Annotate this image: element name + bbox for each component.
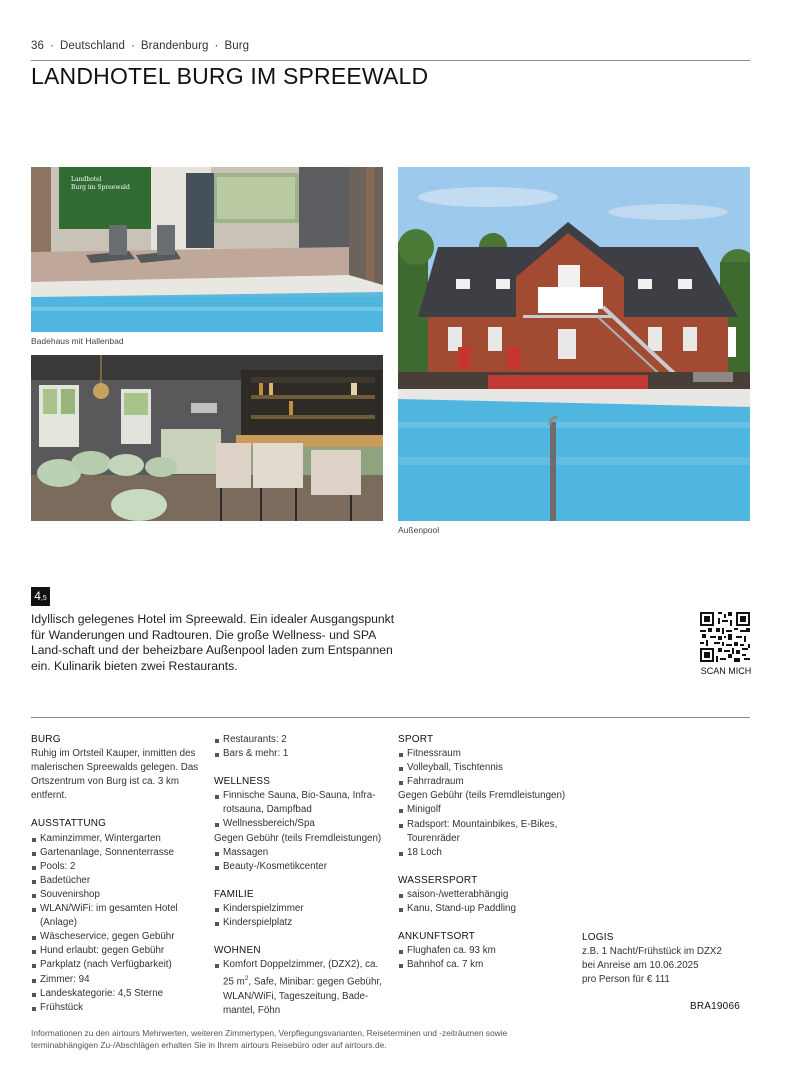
- gastro-list: [214, 733, 389, 761]
- list-item: Fahrradraum: [398, 775, 576, 789]
- wellness-fee-note: Gegen Gebühr (teils Fremdleistungen): [214, 832, 382, 844]
- list-item: Landeskategorie: 4,5 Sterne: [31, 987, 206, 1001]
- logis-line-3: pro Person für € 111: [582, 974, 670, 986]
- list-item: Restaurants: 2: [214, 733, 389, 747]
- list-item: Bahnhof ca. 7 km: [398, 958, 576, 972]
- header-divider: [31, 60, 750, 61]
- heading-wassersport: WASSERSPORT: [398, 874, 478, 886]
- family-list: [214, 902, 389, 930]
- photo-restaurant: [31, 355, 383, 521]
- sport-list: [398, 747, 576, 789]
- sign-text-1: Landhotel: [71, 176, 102, 183]
- column-2: [214, 733, 389, 1018]
- indoor-pool-illustration: [31, 167, 383, 332]
- hotel-description: Idyllisch gelegenes Hotel im Spreewald. Ein idealer Ausgangspunkt für Wanderungen und Radtouren. Die große Wellness- und SPA Land-schaft und der beheizbare Außenpool laden zum Entspannen ein. Kulinarik bieten zwei Restaurants.: [31, 612, 395, 673]
- list-item: Badetücher: [31, 874, 206, 888]
- list-item: Parkplatz (nach Verfügbarkeit): [31, 958, 206, 972]
- photo-outdoor-pool: [398, 167, 750, 521]
- column-1: [31, 733, 206, 1015]
- list-item: WLAN/WiFi: im gesamten Hotel (Anlage): [31, 902, 206, 930]
- details-divider: [31, 717, 750, 718]
- page-number: 36: [31, 40, 44, 52]
- list-item: Komfort Doppelzimmer, (DZX2), ca. 25 $m^2$, Safe, Minibar: gegen Gebühr, WLAN/WiFi, Tageszeitung, Bade-mantel, Föhn: [214, 958, 389, 1018]
- list-item: Wellnessbereich/Spa: [214, 817, 389, 831]
- sport-fee-list: [398, 803, 576, 859]
- column-3: [398, 733, 576, 972]
- list-item: Volleyball, Tischtennis: [398, 761, 576, 775]
- wellness-list: [214, 789, 389, 831]
- heading-logis: LOGIS: [582, 932, 614, 943]
- rooms-list: [214, 958, 389, 1018]
- list-item: Hund erlaubt: gegen Gebühr: [31, 944, 206, 958]
- outdoor-pool-illustration: [398, 167, 750, 521]
- list-item: Radsport: Mountainbikes, E-Bikes, Tourenräder: [398, 818, 576, 846]
- photo-indoor-pool: [31, 167, 383, 332]
- caption-indoor-pool: Badehaus mit Hallenbad: [31, 336, 124, 346]
- heading-burg: BURG: [31, 734, 61, 745]
- offer-code: BRA19066: [690, 1001, 740, 1012]
- list-item: Gartenanlage, Sonnenterrasse: [31, 846, 206, 860]
- breadcrumb-region: Brandenburg: [140, 40, 209, 52]
- list-item: Flughafen ca. 93 km: [398, 944, 576, 958]
- list-item: Frühstück: [31, 1001, 206, 1015]
- watersport-list: [398, 888, 576, 916]
- arrival-list: [398, 944, 576, 972]
- sign-text-2: Burg im Spreewald: [71, 184, 130, 191]
- heading-ausstattung: AUSSTATTUNG: [31, 818, 107, 830]
- heading-wellness: WELLNESS: [214, 776, 271, 788]
- breadcrumb: 36 · Deutschland · Brandenburg · Burg: [31, 40, 250, 52]
- footer-note: Informationen zu den airtours Mehrwerten, weiteren Zimmertypen, Verpflegungsvarianten, Reiseterminen und -zeiträumen sowie terminabhängigen Zu-/Abschlägen erhalten Sie in Ihrem airtours Reisebüro oder auf airtours.de.: [31, 1028, 508, 1050]
- list-item: Minigolf: [398, 803, 576, 817]
- qr-code[interactable]: [700, 612, 750, 662]
- list-item: Finnische Sauna, Bio-Sauna, Infra-rotsauna, Dampfbad: [214, 789, 389, 817]
- list-item: Kaminzimmer, Wintergarten: [31, 832, 206, 846]
- list-item: Kinderspielplatz: [214, 916, 389, 930]
- heading-wohnen: WOHNEN: [214, 945, 261, 957]
- heading-sport: SPORT: [398, 734, 434, 745]
- qr-label: SCAN MICH: [700, 666, 752, 676]
- column-4: [582, 931, 752, 987]
- list-item: Pools: 2: [31, 860, 206, 874]
- list-item: Bars & mehr: 1: [214, 747, 389, 761]
- sport-fee-note: Gegen Gebühr (teils Fremdleistungen): [398, 790, 566, 802]
- restaurant-illustration: [31, 355, 383, 521]
- facilities-list: [31, 832, 206, 1015]
- list-item: Kanu, Stand-up Paddling: [398, 902, 576, 916]
- list-item: Souvenirshop: [31, 888, 206, 902]
- list-item: Wäscheservice, gegen Gebühr: [31, 930, 206, 944]
- list-item: Massagen: [214, 846, 389, 860]
- caption-outdoor-pool: Außenpool: [398, 525, 440, 535]
- list-item: 18 Loch: [398, 846, 576, 860]
- list-item: Kinderspielzimmer: [214, 902, 389, 916]
- list-item: Fitnessraum: [398, 747, 576, 761]
- location-text: Ruhig im Ortsteil Kauper, inmitten des malerischen Spreewalds gelegen. Das Ortszentrum von Burg ist ca. 3 km entfernt.: [31, 748, 199, 802]
- rating-badge: 4,5: [31, 587, 50, 606]
- heading-familie: FAMILIE: [214, 888, 254, 900]
- heading-ankunftsort: ANKUNFTSORT: [398, 931, 476, 943]
- list-item: Beauty-/Kosmetikcenter: [214, 860, 389, 874]
- logis-line-2: bei Anreise am 10.06.2025: [582, 960, 699, 972]
- breadcrumb-town: Burg: [224, 40, 250, 52]
- page-title: LANDHOTEL BURG IM SPREEWALD: [31, 63, 429, 89]
- wellness-fee-list: [214, 846, 389, 874]
- logis-line-1: z.B. 1 Nacht/Frühstück im DZX2: [582, 946, 722, 958]
- breadcrumb-country: Deutschland: [59, 40, 125, 52]
- list-item: saison-/wetterabhängig: [398, 888, 576, 902]
- list-item: Zimmer: 94: [31, 973, 206, 987]
